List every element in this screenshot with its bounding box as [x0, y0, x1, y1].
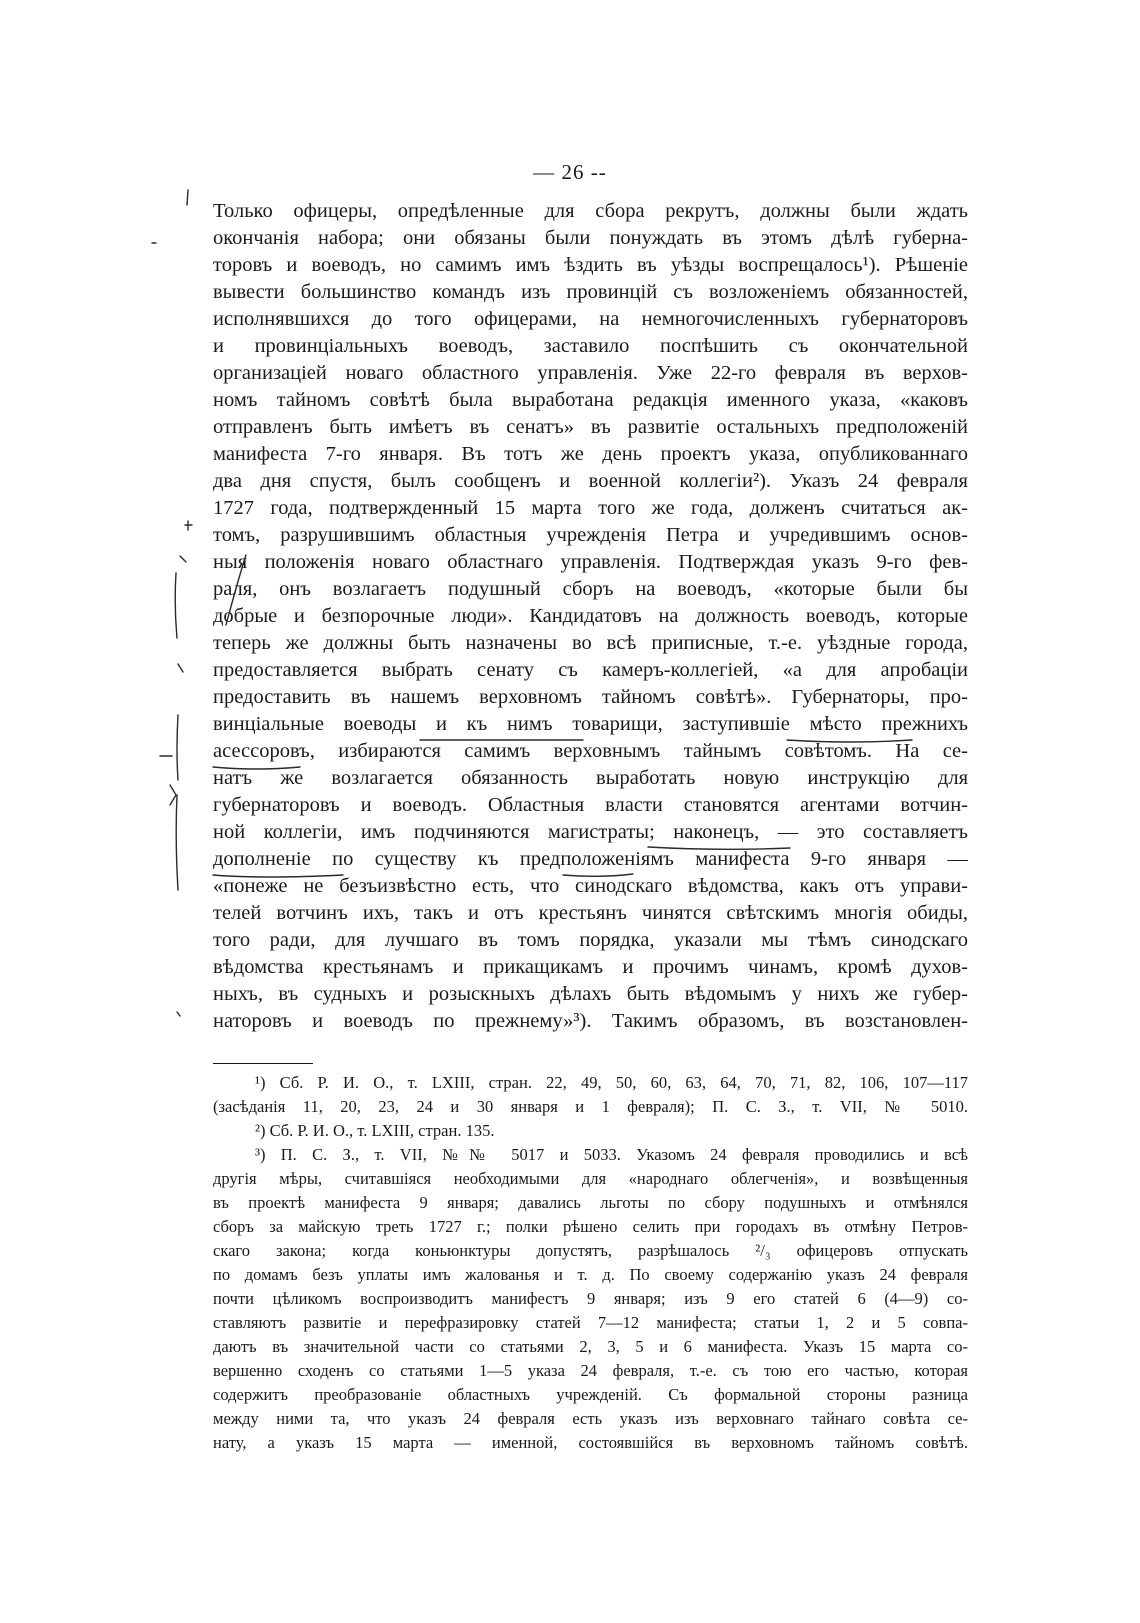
main-line: наторовъ и воеводъ по прежнему»³). Такимъ образомъ, въ возстановлен-	[213, 1010, 968, 1032]
main-text	[213, 198, 968, 1035]
margin-mark	[177, 1012, 180, 1016]
main-line: Только офицеры, опредѣленные для сбора рекрутъ, должны были ждать	[213, 200, 968, 222]
main-line: натъ же возлагается обязанность выработать новую инструкцію для	[213, 767, 968, 789]
main-line: 1727 года, подтвержденный 15 марта того же года, долженъ считаться ак-	[213, 497, 968, 519]
main-line: организаціей новаго областного управленія. Уже 22-го февраля въ верхов-	[213, 362, 968, 384]
main-line: ной коллегіи, имъ подчиняются магистраты; наконецъ, — это составляетъ	[213, 821, 968, 843]
main-line: ныхъ, въ судныхъ и розыскныхъ дѣлахъ быть вѣдомымъ у нихъ же губер-	[213, 983, 968, 1005]
margin-mark	[187, 190, 188, 205]
main-line: того ради, для лучшаго въ томъ порядка, указали мы тѣмъ синодскаго	[213, 929, 968, 951]
margin-mark	[180, 556, 186, 562]
footnotes	[213, 1071, 968, 1455]
main-line: отправленъ быть имѣетъ въ сенатъ» въ развитіе остальныхъ предположеній	[213, 416, 968, 438]
footnote-line: сборъ за майскую треть 1727 г.; полки рѣшено селить при городахъ въ отмѣну Петров-	[213, 1217, 968, 1236]
footnote-line: ставляютъ развитіе и перефразировку статей 7—12 манифеста; статьи 1, 2 и 5 совпа-	[213, 1313, 968, 1332]
main-line: окончанія набора; они обязаны были понуждать въ этомъ дѣлѣ губерна-	[213, 227, 968, 249]
footnote-line: ¹) Сб. Р. И. О., т. LXIII, стран. 22, 49, 50, 60, 63, 64, 70, 71, 82, 106, 107—117	[255, 1073, 968, 1092]
main-line: добрые и безпорочные люди». Кандидатовъ на должность воеводъ, которые	[213, 605, 968, 627]
main-line: асессоровъ, избираются самимъ верховнымъ тайнымъ совѣтомъ. На се-	[213, 740, 968, 762]
main-line: вывести большинство командъ изъ провинцій съ возложеніемъ обязанностей,	[213, 281, 968, 303]
main-line: раля, онъ возлагаетъ подушный сборъ на воеводъ, «которые были бы	[213, 578, 968, 600]
main-line: губернаторовъ и воеводъ. Областныя власти становятся агентами вотчин-	[213, 794, 968, 816]
main-line: и провинціальныхъ воеводъ, заставило поспѣшить съ окончательной	[213, 335, 968, 357]
main-line: манифеста 7-го января. Въ тотъ же день проектъ указа, опубликованнаго	[213, 443, 968, 465]
footnote-line: по домамъ безъ уплаты имъ жалованья и т. д. По своему содержанію указъ 24 февраля	[213, 1265, 968, 1284]
main-line: вѣдомства крестьянамъ и прикащикамъ и прочимъ чинамъ, кромѣ духов-	[213, 956, 968, 978]
margin-line	[177, 715, 178, 780]
main-line: томъ, разрушившимъ областныя учрежденія Петра и учредившимъ основ-	[213, 524, 968, 546]
footnote-line: другія мѣры, считавшіяся необходимыми для «народнаго облегченія», и возвѣщенныя	[213, 1169, 968, 1188]
main-line: номъ тайномъ совѣтѣ была выработана редакція именного указа, «каковъ	[213, 389, 968, 411]
main-line: предоставляется выбрать сенату съ камеръ-коллегіей, «а для апробаціи	[213, 659, 968, 681]
main-line: винціальные воеводы и къ нимъ товарищи, заступившіе мѣсто прежнихъ	[213, 713, 968, 735]
margin-line	[175, 573, 177, 638]
footnote-line: въ проектѣ манифеста 9 января; давались льготы по сбору подушныхъ и отмѣнялся	[213, 1193, 968, 1212]
main-line: «понеже не безъизвѣстно есть, что синодскаго вѣдомства, какъ отъ управи-	[213, 875, 968, 897]
footnote-line: (засѣданія 11, 20, 23, 24 и 30 января и 1 февраля); П. С. З., т. VII, № 5010.	[213, 1097, 968, 1116]
margin-line	[176, 795, 178, 890]
footnote-line: вершенно сходенъ со статьями 1—5 указа 24 февраля, т.-е. съ тою его частью, которая	[213, 1361, 968, 1380]
footnote-line: ³) П. С. З., т. VII, №№ 5017 и 5033. Указомъ 24 февраля проводились и всѣ	[255, 1145, 968, 1164]
footnote-line: содержитъ преобразованіе областныхъ учрежденій. Съ формальной стороны разница	[213, 1385, 968, 1404]
margin-mark	[185, 521, 192, 530]
main-line: ныя положенія новаго областнаго управленія. Подтверждая указъ 9-го фев-	[213, 551, 968, 573]
footnote-line: ²) Сб. Р. И. О., т. LXIII, стран. 135.	[255, 1121, 495, 1140]
footnote-line: скаго закона; когда коньюнктуры допустятъ, разрѣшалось ²/₃ офицеровъ отпускать	[213, 1241, 968, 1260]
margin-mark	[178, 664, 183, 672]
main-line: предоставить въ нашемъ верховномъ тайномъ совѣтѣ». Губернаторы, про-	[213, 686, 968, 708]
footnote-line: между ними та, что указъ 24 февраля есть указъ изъ верховнаго тайнаго совѣта се-	[213, 1409, 968, 1428]
footnote-divider	[213, 1063, 313, 1064]
main-line: исполнявшихся до того офицерами, на немногочисленныхъ губернаторовъ	[213, 308, 968, 330]
main-line: теперь же должны быть назначены во всѣ приписные, т.-е. уѣздные города,	[213, 632, 968, 654]
margin-mark	[170, 785, 176, 805]
main-line: два дня спустя, былъ сообщенъ и военной коллегіи²). Указъ 24 февраля	[213, 470, 968, 492]
footnote-line: почти цѣликомъ воспроизводитъ манифестъ 9 января; изъ 9 его статей 6 (4—9) со-	[213, 1289, 968, 1308]
main-line: телей вотчинъ ихъ, такъ и отъ крестьянъ чинятся свѣтскимъ многія обиды,	[213, 902, 968, 924]
page-number: — 26 --	[533, 160, 607, 184]
main-line: торовъ и воеводъ, но самимъ имъ ѣздить въ уѣзды воспрещалось¹). Рѣшеніе	[213, 254, 968, 276]
footnote-line: нату, а указъ 15 марта — именной, состоявшійся въ верховномъ тайномъ совѣтѣ.	[213, 1433, 968, 1452]
main-line: дополненіе по существу къ предположеніямъ манифеста 9-го января —	[213, 848, 968, 870]
footnote-line: даютъ въ значительной части со статьями 2, 3, 5 и 6 манифеста. Указъ 15 марта со-	[213, 1337, 968, 1356]
